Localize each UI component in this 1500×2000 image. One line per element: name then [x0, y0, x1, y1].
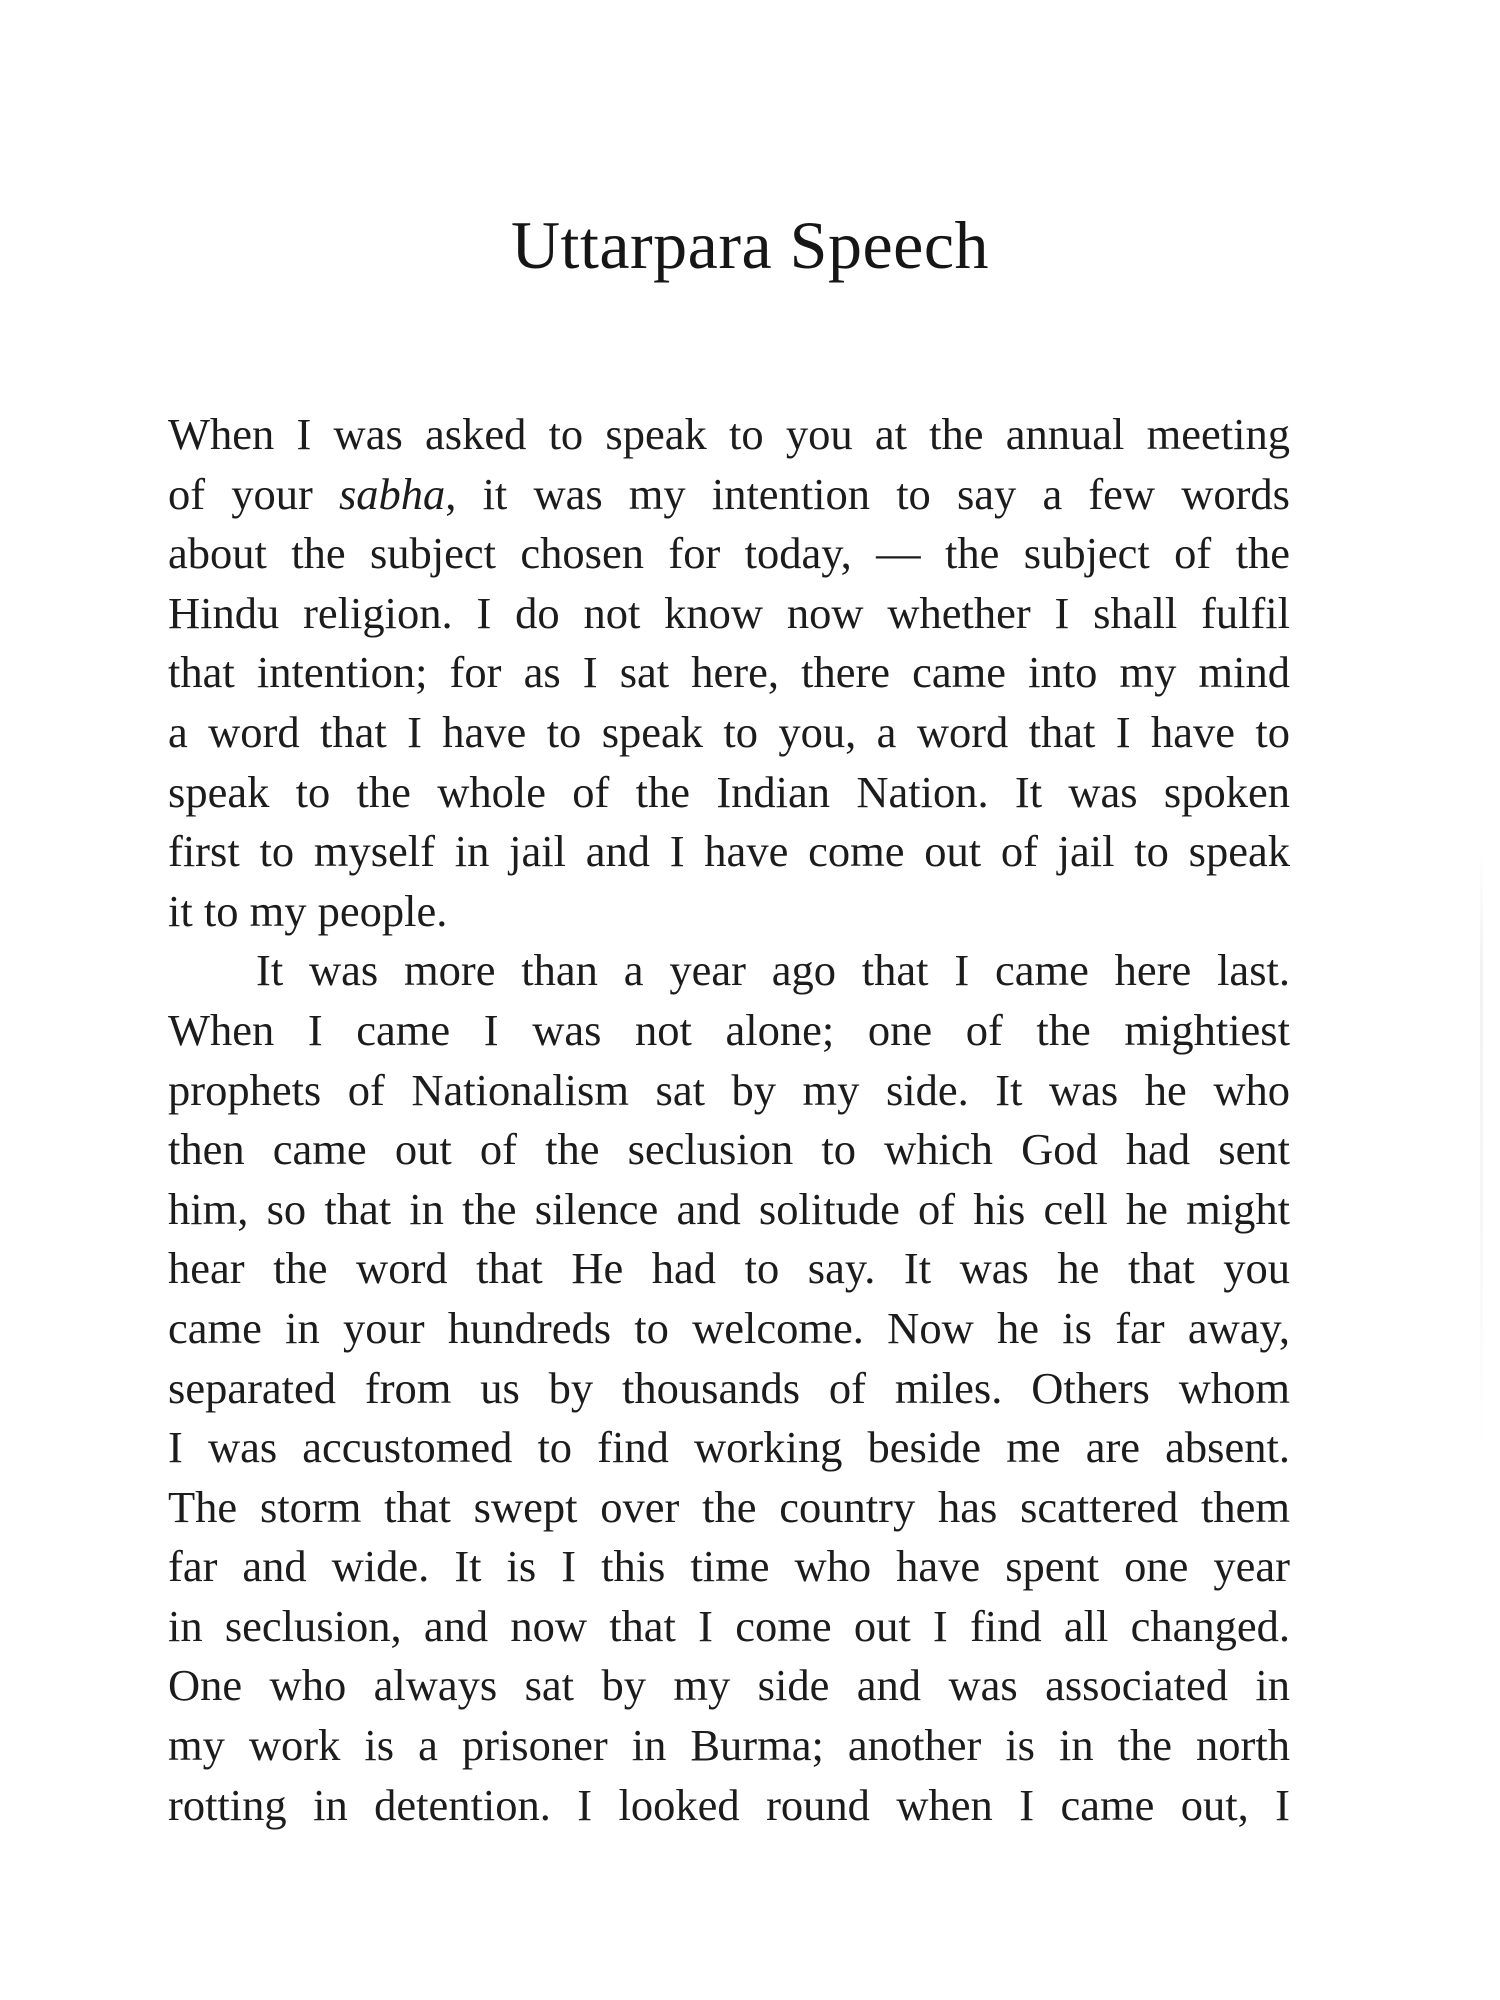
paragraph-2 — [168, 941, 1290, 1835]
text-line: When I came I was not alone; one of the mightiest — [168, 1004, 1290, 1055]
text-line: it to my people. — [168, 885, 448, 936]
text-line — [168, 465, 1290, 525]
text-line: that intention; for as I sat here, there came into my mind — [168, 647, 1290, 698]
text-line: a word that I have to speak to you, a word that I have to — [168, 706, 1290, 757]
text-line: about the subject chosen for today, — the subject of the — [168, 528, 1290, 579]
text-line: When I was asked to speak to you at the annual meeting — [168, 409, 1290, 459]
text-line: in seclusion, and now that I come out I find all changed. — [168, 1600, 1290, 1651]
text-line: came in your hundreds to welcome. Now he is far away, — [168, 1302, 1290, 1353]
text-line: far and wide. It is I this time who have spent one year — [168, 1541, 1290, 1592]
text-fragment: of your — [168, 468, 339, 519]
text-line: then came out of the seclusion to which God had sent — [168, 1124, 1290, 1175]
text-line: prophets of Nationalism sat by my side. It was he who — [168, 1064, 1290, 1115]
page-title: Uttarpara Speech — [510, 207, 990, 283]
text-line: separated from us by thousands of miles. Others whom — [168, 1362, 1290, 1413]
paragraph-1 — [168, 405, 1290, 941]
scan-edge-mark — [1480, 850, 1483, 1450]
text-line: him, so that in the silence and solitude of his cell he might — [168, 1183, 1290, 1234]
text-fragment: , it was my intention to say a few words — [445, 468, 1290, 519]
text-line: rotting in detention. I looked round when I came out, I — [168, 1779, 1290, 1830]
speech-body — [168, 405, 1290, 1835]
text-line: Hindu religion. I do not know now whether I shall fulfil — [168, 587, 1290, 638]
italic-word: sabha — [338, 468, 446, 519]
text-line: I was accustomed to find working beside me are absent. — [168, 1422, 1290, 1473]
text-line: hear the word that He had to say. It was he that you — [168, 1243, 1290, 1294]
text-line: my work is a prisoner in Burma; another is in the north — [168, 1720, 1290, 1771]
text-line: One who always sat by my side and was associated in — [168, 1660, 1290, 1711]
text-line: speak to the whole of the Indian Nation. It was spoken — [168, 766, 1290, 817]
text-line: The storm that swept over the country has scattered them — [168, 1481, 1290, 1532]
text-line: first to myself in jail and I have come out of jail to speak — [168, 826, 1290, 877]
text-line: It was more than a year ago that I came here last. — [256, 945, 1290, 996]
